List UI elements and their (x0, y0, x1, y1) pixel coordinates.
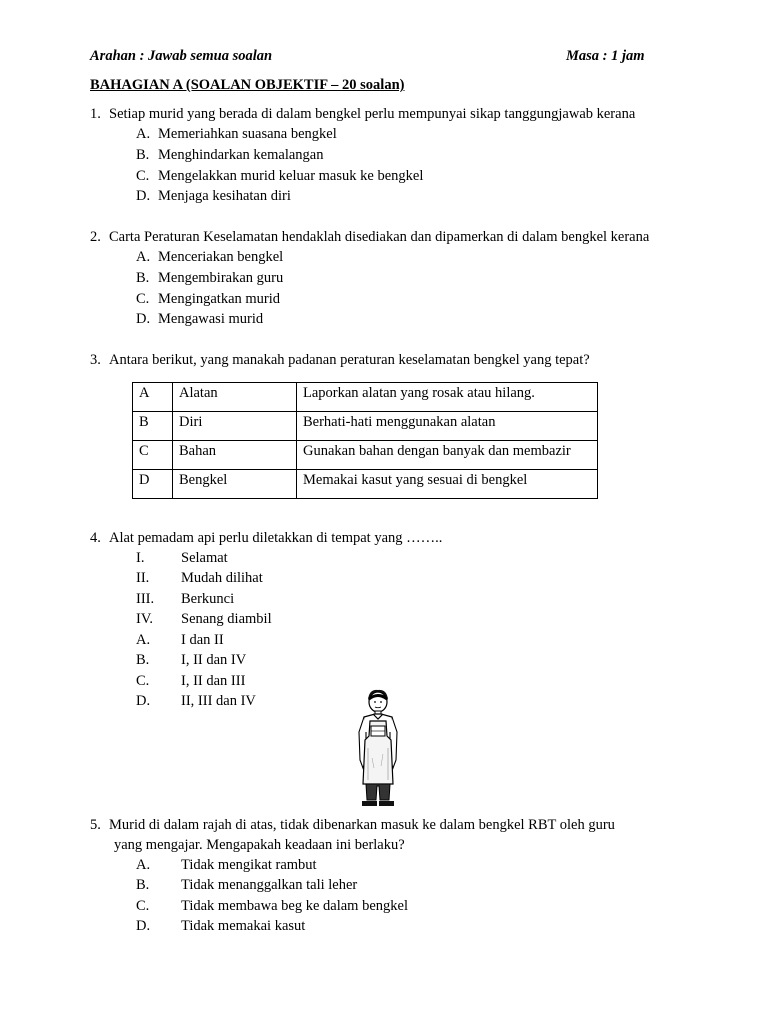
statement-text: Selamat (181, 550, 228, 566)
option-text: Mengingatkan murid (158, 291, 281, 307)
option-letter: D. (136, 693, 151, 709)
question-text: Carta Peraturan Keselamatan hendaklah disediakan dan dipamerkan di dalam bengkel kerana (109, 229, 650, 245)
table-cell-rule: Memakai kasut yang sesuai di bengkel (297, 470, 598, 499)
option-text: Tidak membawa beg ke dalam bengkel (181, 898, 408, 914)
table-cell-category: Bahan (173, 441, 297, 470)
question-text: Murid di dalam rajah di atas, tidak dibenarkan masuk ke dalam bengkel RBT oleh guru (109, 817, 615, 833)
table-cell-rule: Gunakan bahan dengan banyak dan membazir (297, 441, 598, 470)
statement-text: Mudah dilihat (181, 570, 263, 586)
option-letter: C. (136, 291, 150, 307)
option-letter: D. (136, 918, 151, 934)
option-text: I dan II (181, 632, 224, 648)
option-letter: C. (136, 168, 150, 184)
option-text: Menghindarkan kemalangan (158, 147, 324, 163)
option-text: Menceriakan bengkel (158, 249, 284, 265)
option-text: Mengelakkan murid keluar masuk ke bengkel (158, 168, 424, 184)
roman-numeral: III. (136, 591, 155, 607)
option-letter: A. (136, 632, 151, 648)
option-text: Mengawasi murid (158, 311, 264, 327)
answer-table (132, 382, 598, 499)
roman-numeral: I. (136, 550, 145, 566)
roman-numeral: II. (136, 570, 150, 586)
question-text: Setiap murid yang berada di dalam bengkel perlu mempunyai sikap tanggungjawab kerana (109, 106, 636, 122)
table-cell-rule: Laporkan alatan yang rosak atau hilang. (297, 383, 598, 412)
option-letter: C. (136, 898, 150, 914)
question-text: Antara berikut, yang manakah padanan peraturan keselamatan bengkel yang tepat? (109, 352, 590, 368)
instruction-text: Arahan : Jawab semua soalan (90, 48, 273, 64)
question-number: 2. (90, 229, 101, 245)
option-text: Tidak memakai kasut (181, 918, 306, 934)
option-letter: A. (136, 249, 151, 265)
statement-text: Senang diambil (181, 611, 272, 627)
student-figure-image (350, 688, 420, 812)
table-row (133, 383, 598, 412)
statement-text: Berkunci (181, 591, 235, 607)
option-letter: D. (136, 188, 151, 204)
question-number: 4. (90, 530, 101, 546)
section-title: BAHAGIAN A (SOALAN OBJEKTIF – 20 soalan) (90, 77, 405, 93)
table-row (133, 412, 598, 441)
option-text: I, II dan III (181, 673, 246, 689)
table-cell-letter: B (133, 412, 173, 441)
time-text: Masa : 1 jam (566, 48, 645, 64)
question-number: 5. (90, 817, 101, 833)
table-cell-rule: Berhati-hati menggunakan alatan (297, 412, 598, 441)
option-letter: B. (136, 147, 150, 163)
option-letter: A. (136, 126, 151, 142)
option-text: Tidak menanggalkan tali leher (181, 877, 358, 893)
option-letter: B. (136, 877, 150, 893)
option-letter: B. (136, 652, 150, 668)
table-row (133, 441, 598, 470)
table-row (133, 470, 598, 499)
option-text: II, III dan IV (181, 693, 256, 709)
option-letter: B. (136, 270, 150, 286)
table-cell-letter: C (133, 441, 173, 470)
option-text: Memeriahkan suasana bengkel (158, 126, 337, 142)
option-letter: C. (136, 673, 150, 689)
table-cell-category: Alatan (173, 383, 297, 412)
question-number: 3. (90, 352, 101, 368)
option-text: Menjaga kesihatan diri (158, 188, 291, 204)
option-text: Mengembirakan guru (158, 270, 284, 286)
table-cell-category: Bengkel (173, 470, 297, 499)
option-letter: D. (136, 311, 151, 327)
question-text: Alat pemadam api perlu diletakkan di tempat yang …….. (109, 530, 443, 546)
question-text-continued: yang mengajar. Mengapakah keadaan ini berlaku? (114, 837, 405, 853)
table-cell-letter: A (133, 383, 173, 412)
question-number: 1. (90, 106, 101, 122)
option-text: Tidak mengikat rambut (181, 857, 317, 873)
option-letter: A. (136, 857, 151, 873)
roman-numeral: IV. (136, 611, 154, 627)
option-text: I, II dan IV (181, 652, 247, 668)
table-cell-letter: D (133, 470, 173, 499)
table-cell-category: Diri (173, 412, 297, 441)
